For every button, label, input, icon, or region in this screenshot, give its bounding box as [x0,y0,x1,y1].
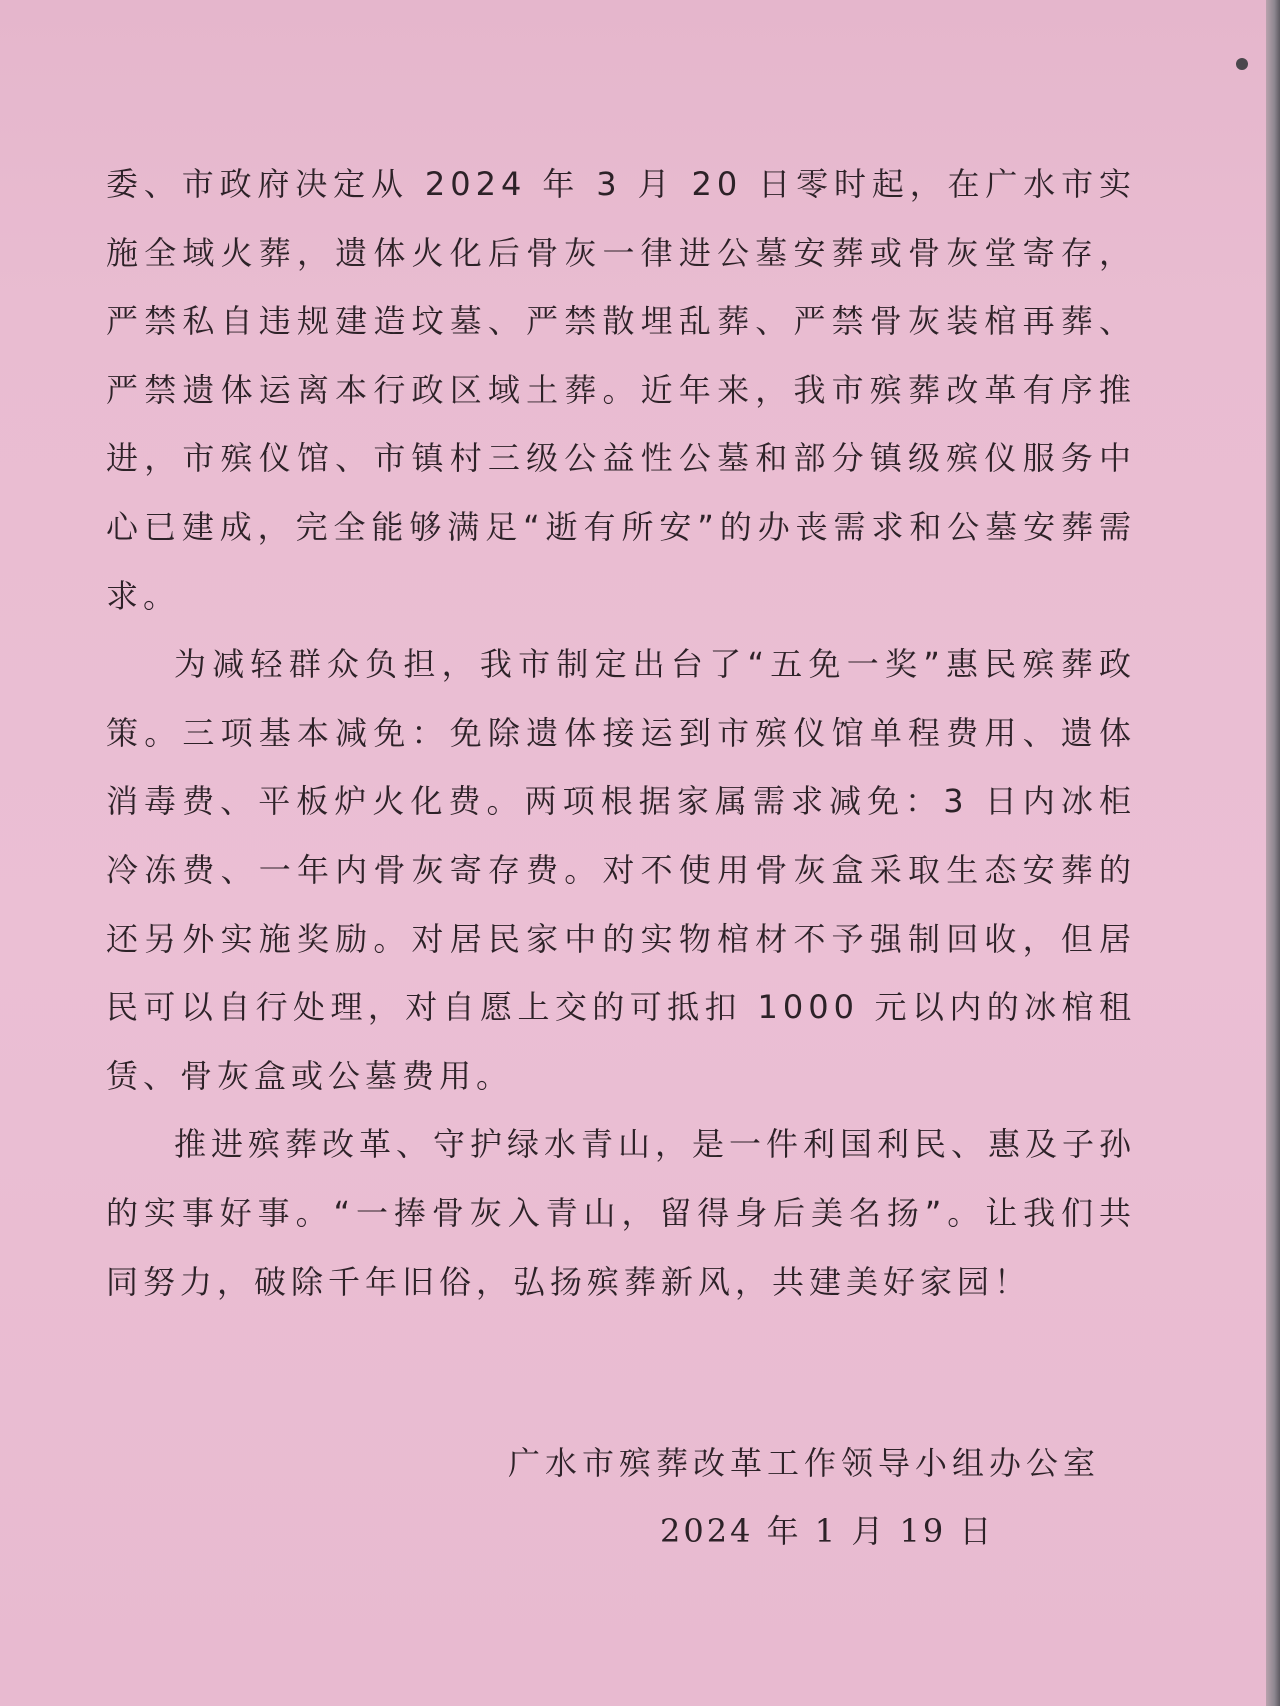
paragraph-2: 为减轻群众负担，我市制定出台了“五免一奖”惠民殡葬政策。三项基本减免：免除遗体接运到市殡仪馆单程费用、遗体消毒费、平板炉火化费。两项根据家属需求减免：3 日内冰柜冷冻费、一年内骨灰寄存费。对不使用骨灰盒采取生态安葬的还另外实施奖励。对居民家中的实物棺材不予强制回收，但居民可以自行处理，对自愿上交的可抵扣 1000 元以内的冰棺租赁、骨灰盒或公墓费用。 [106,645,1136,1095]
signature-organization: 广水市殡葬改革工作领导小组办公室 [508,1444,1101,1482]
paragraph-3: 推进殡葬改革、守护绿水青山，是一件利国利民、惠及子孙的实事好事。“一捧骨灰入青山，留得身后美名扬”。让我们共同努力，破除千年旧俗，弘扬殡葬新风，共建美好家园！ [106,1125,1137,1301]
binder-hole [1236,58,1248,70]
page-edge [1266,0,1280,1706]
paragraph-1: 委、市政府决定从 2024 年 3 月 20 日零时起，在广水市实施全域火葬，遗体火化后骨灰一律进公墓安葬或骨灰堂寄存，严禁私自违规建造坟墓、严禁散埋乱葬、严禁骨灰装棺再葬、严禁遗体运离本行政区域土葬。近年来，我市殡葬改革有序推进，市殡仪馆、市镇村三级公益性公墓和部分镇级殡仪服务中心已建成，完全能够满足“逝有所安”的办丧需求和公墓安葬需求。 [106,165,1136,615]
body-text [106,150,1136,1316]
signature-date: 2024 年 1 月 19 日 [660,1512,995,1550]
